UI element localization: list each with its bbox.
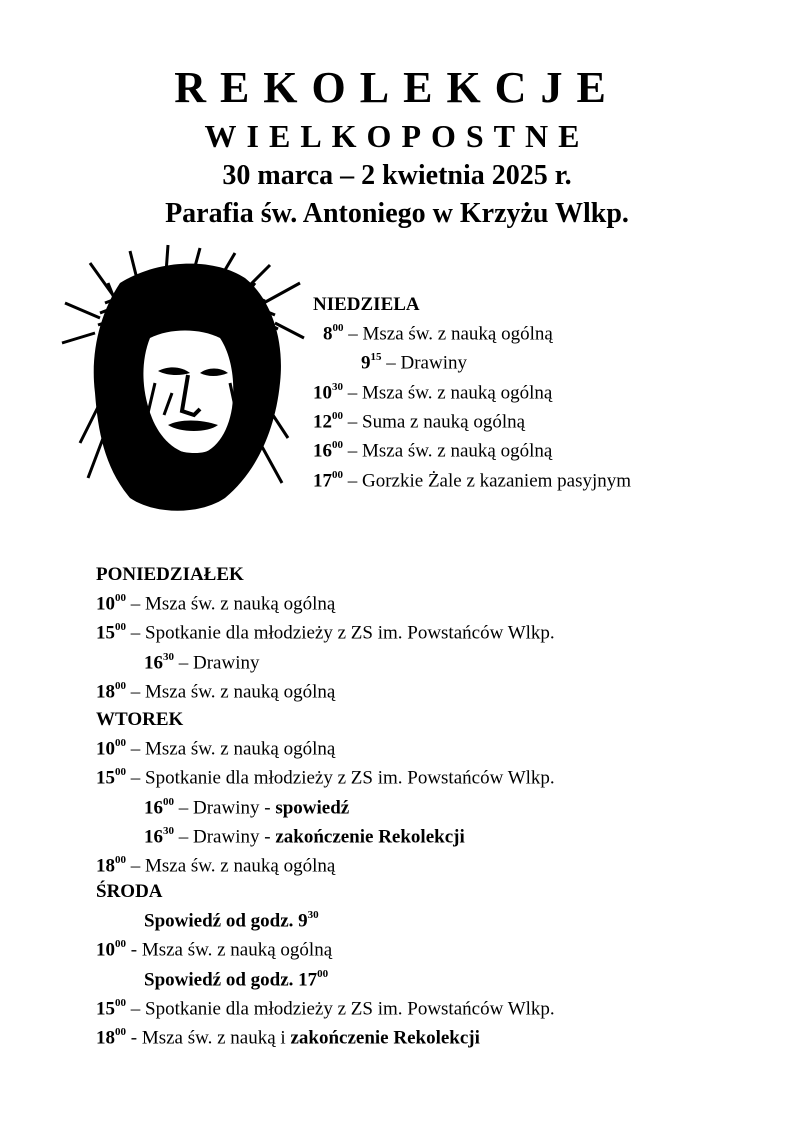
title-rekolekcje: REKOLEKCJE — [174, 63, 620, 112]
schedule-row: $12^{00}$ – Suma z nauką ogólną — [313, 409, 526, 433]
confession-row: Spowiedź od godz. $9^{30}$ — [144, 909, 319, 932]
schedule-row: $10^{00}$ - Msza św. z nauką ogólną — [96, 938, 333, 961]
schedule-row: $18^{00}$ – Msza św. z nauką ogólną — [96, 854, 336, 877]
schedule-row: $9^{15}$ – Drawiny — [361, 351, 467, 374]
day-niedziela — [313, 292, 631, 493]
day-sroda — [96, 879, 555, 1051]
christ-crown-of-thorns-icon — [60, 243, 305, 515]
day-wtorek — [96, 707, 555, 879]
schedule-row: $16^{30}$ – Drawiny - zakończenie Rekolekcji — [144, 824, 465, 848]
day-poniedzialek — [96, 562, 555, 704]
day-heading: ŚRODA — [96, 881, 163, 902]
schedule-row: $17^{00}$ – Gorzkie Żale z kazaniem pasyjnym — [313, 468, 632, 491]
schedule-row: $16^{30}$ – Drawiny — [144, 650, 260, 673]
day-heading: NIEDZIELA — [313, 294, 420, 315]
day-heading: PONIEDZIAŁEK — [96, 564, 244, 585]
schedule-row: $16^{00}$ – Drawiny - spowiedź — [144, 795, 350, 818]
day-heading: WTOREK — [96, 709, 184, 730]
schedule-row: $18^{00}$ - Msza św. z nauką i zakończenie Rekolekcji — [96, 1026, 480, 1049]
event-dates: 30 marca – 2 kwietnia 2025 r. — [222, 160, 572, 191]
schedule-row: $15^{00}$ – Spotkanie dla młodzieży z ZS im. Powstańców Wlkp. — [96, 996, 555, 1020]
parish-name: Parafia św. Antoniego w Krzyżu Wlkp. — [165, 198, 629, 229]
schedule-row: $10^{00}$ – Msza św. z nauką ogólną — [96, 737, 336, 760]
schedule-row: $10^{00}$ – Msza św. z nauką ogólną — [96, 592, 336, 615]
schedule-row: $10^{30}$ – Msza św. z nauką ogólną — [313, 380, 553, 403]
schedule-row: $18^{00}$ – Msza św. z nauką ogólną — [96, 679, 336, 703]
schedule-row: $15^{00}$ – Spotkanie dla młodzieży z ZS im. Powstańców Wlkp. — [96, 766, 555, 789]
schedule-row: $15^{00}$ – Spotkanie dla młodzieży z ZS im. Powstańców Wlkp. — [96, 621, 555, 644]
schedule-row: $16^{00}$ – Msza św. z nauką ogólną — [313, 439, 553, 462]
title-wielkopostne: WIELKOPOSTNE — [204, 118, 590, 154]
schedule-row: $8^{00}$ – Msza św. z nauką ogólną — [323, 322, 553, 345]
confession-row: Spowiedź od godz. $17^{00}$ — [144, 967, 329, 990]
